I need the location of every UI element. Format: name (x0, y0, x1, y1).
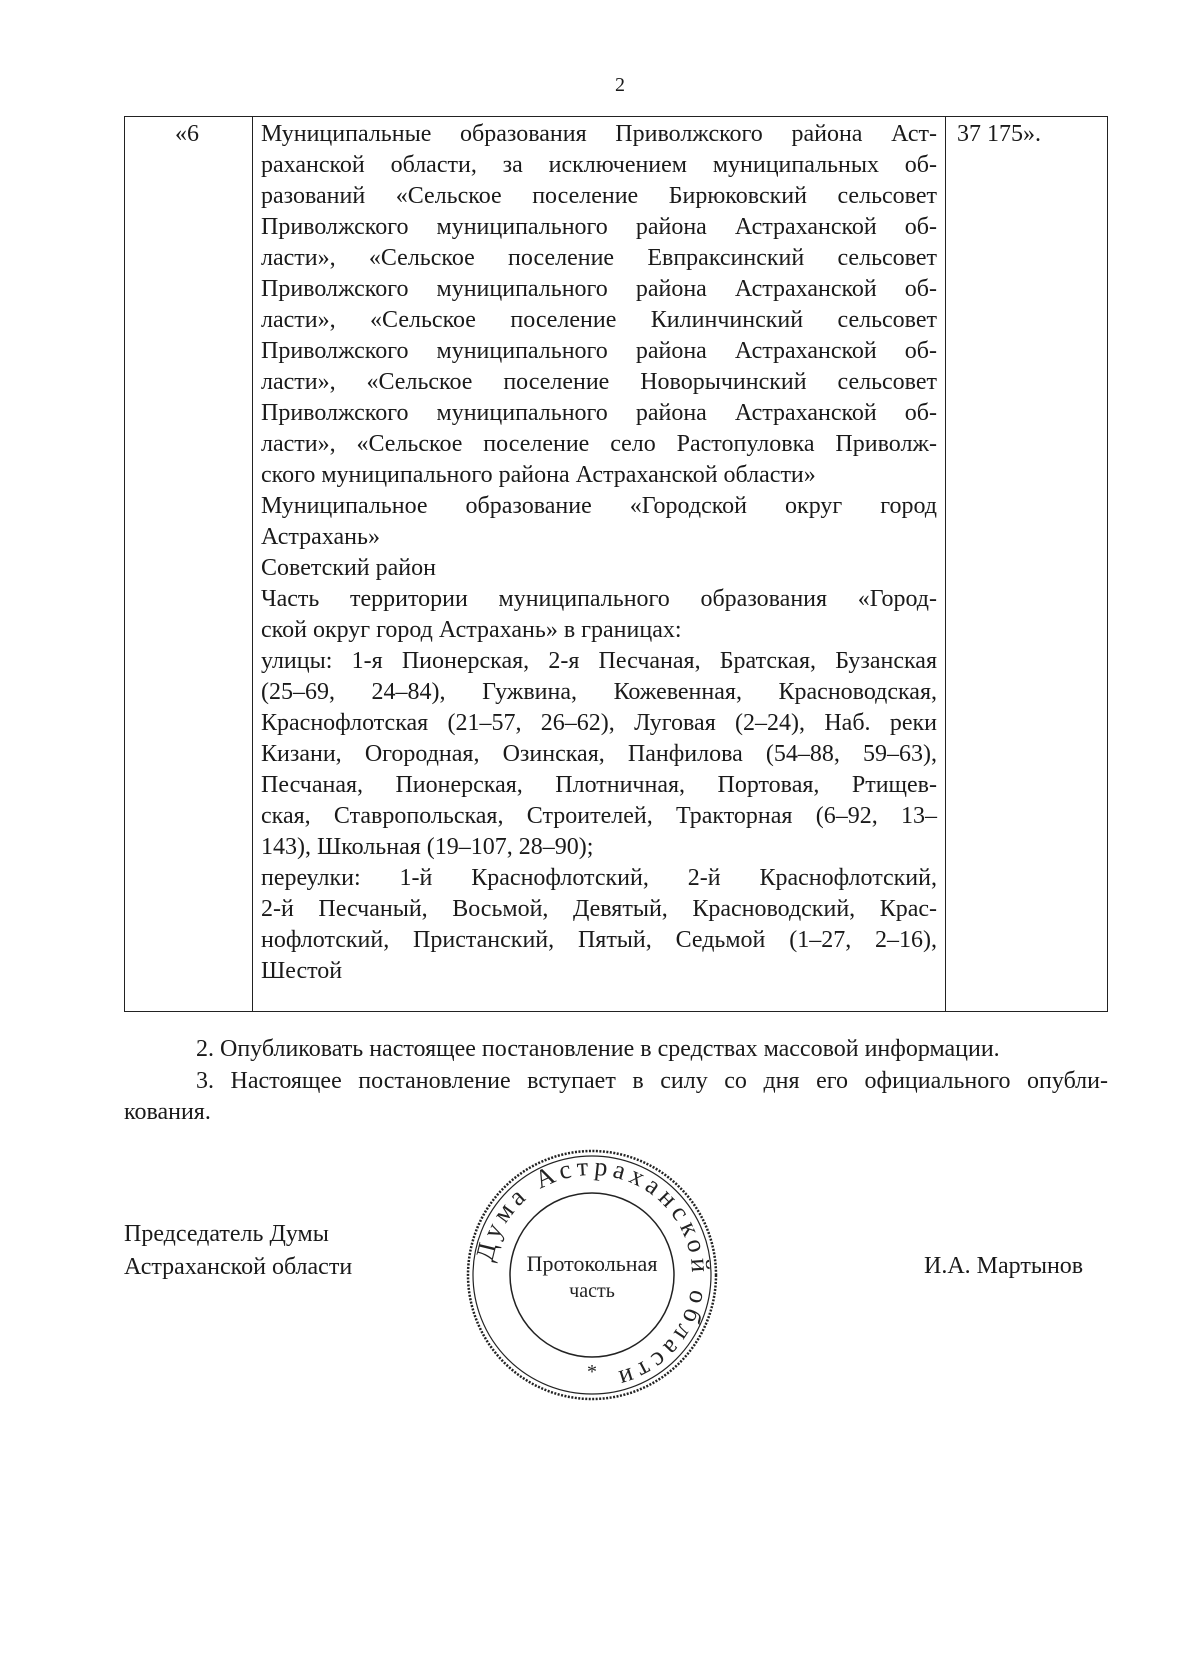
description-line: ласти», «Сельское поселение Новорычинский сельсовет (261, 369, 937, 395)
description-line: нофлотский, Пристанский, Пятый, Седьмой (1–27, 2–16), (261, 927, 937, 953)
column-divider (945, 117, 946, 1011)
description-line: ского муниципального района Астраханской области» (261, 462, 816, 488)
row-value: 37 175». (957, 121, 1041, 147)
signatory-title-line2: Астраханской области (124, 1254, 353, 1280)
row-description (261, 119, 937, 987)
description-line: Краснофлотская (21–57, 26–62), Луговая (2–24), Наб. реки (261, 710, 937, 736)
column-divider (252, 117, 253, 1011)
description-line: ласти», «Сельское поселение село Растопуловка Приволж- (261, 431, 937, 457)
description-line: Приволжского муниципального района Астраханской об- (261, 214, 937, 240)
stamp-center-line2: часть (569, 1280, 615, 1302)
official-stamp (462, 1145, 722, 1405)
description-line: Шестой (261, 958, 343, 984)
description-line: раханской области, за исключением муниципальных об- (261, 152, 937, 178)
description-line: Муниципальное образование «Городской округ город (261, 493, 937, 519)
description-line: Приволжского муниципального района Астраханской об- (261, 276, 937, 302)
paragraph-3-line2: кования. (124, 1099, 211, 1125)
description-line: разований «Сельское поселение Бирюковский сельсовет (261, 183, 937, 209)
signatory-name: И.А. Мартынов (924, 1253, 1084, 1279)
description-line: 143), Школьная (19–107, 28–90); (261, 834, 594, 860)
stamp-ring-text: Дума Астраханской области (469, 1151, 716, 1396)
row-number: «6 (175, 121, 199, 147)
description-line: переулки: 1-й Краснофлотский, 2-й Краснофлотский, (261, 865, 937, 891)
description-line: Песчаная, Пионерская, Плотничная, Портовая, Ртищев- (261, 772, 937, 798)
paragraph-2 (124, 1034, 1108, 1065)
description-line: Часть территории муниципального образования «Город- (261, 586, 937, 612)
description-line: Муниципальные образования Приволжского района Аст- (261, 121, 937, 147)
page-number: 2 (615, 74, 625, 96)
signatory-title (124, 1218, 352, 1284)
description-line: ласти», «Сельское поселение Килинчинский сельсовет (261, 307, 937, 333)
description-line: улицы: 1-я Пионерская, 2-я Песчаная, Братская, Бузанская (261, 648, 937, 674)
description-line: Приволжского муниципального района Астраханской об- (261, 400, 937, 426)
description-line: Советский район (261, 555, 436, 581)
description-line: ласти», «Сельское поселение Евпраксинский сельсовет (261, 245, 937, 271)
description-line: Кизани, Огородная, Озинская, Панфилова (54–88, 59–63), (261, 741, 937, 767)
signatory-title-line1: Председатель Думы (124, 1221, 329, 1247)
stamp-star: * (587, 1361, 597, 1383)
paragraph-3 (124, 1066, 1108, 1128)
description-line: 2-й Песчаный, Восьмой, Девятый, Красноводский, Крас- (261, 896, 937, 922)
description-line: ская, Ставропольская, Строителей, Тракторная (6–92, 13– (261, 803, 937, 829)
description-line: Астрахань» (261, 524, 380, 550)
districts-table (124, 116, 1108, 1012)
paragraph-2-text: 2. Опубликовать настоящее постановление в средствах массовой информации. (196, 1036, 1000, 1062)
paragraph-3-line1: 3. Настоящее постановление вступает в силу со дня его официального опубли- (196, 1068, 1108, 1094)
stamp-center-line1: Протокольная (526, 1251, 658, 1276)
description-line: ской округ город Астрахань» в границах: (261, 617, 682, 643)
description-line: (25–69, 24–84), Гужвина, Кожевенная, Красноводская, (261, 679, 937, 705)
description-line: Приволжского муниципального района Астраханской об- (261, 338, 937, 364)
